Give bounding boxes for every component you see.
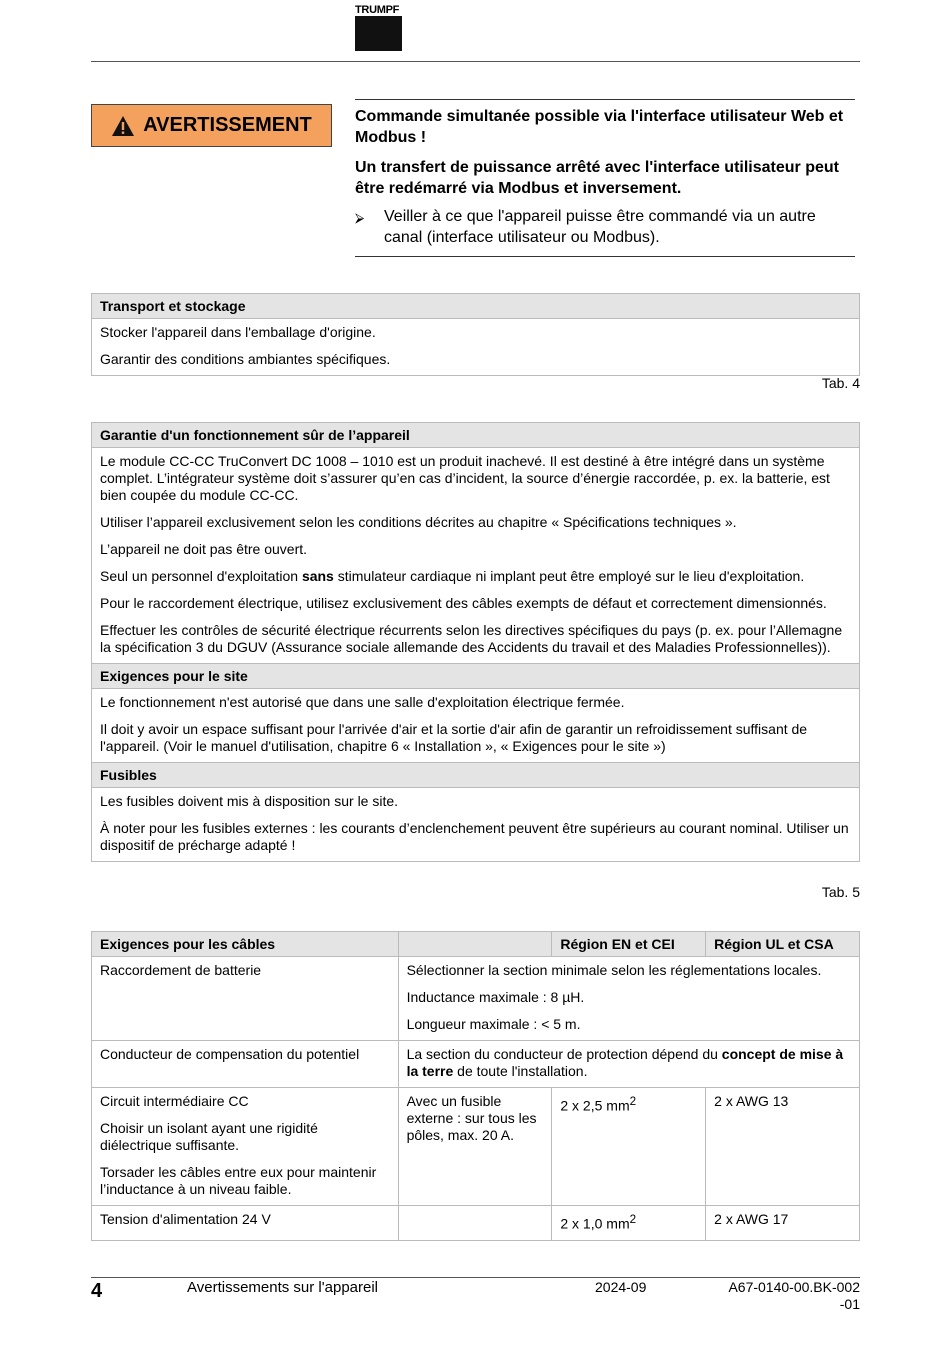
table-cell (92, 1041, 399, 1088)
warning-label (91, 104, 332, 147)
doc-id: A67-0140-00.BK-002 (728, 1279, 860, 1295)
logo-text: TRUMPF (355, 4, 400, 16)
paragraph-text: stimulateur cardiaque ni implant peut être employé sur le lieu d'exploitation. (333, 568, 805, 584)
paragraph: L’appareil ne doit pas être ouvert. (100, 541, 308, 557)
table-cables (91, 931, 860, 1241)
table-cell (706, 1088, 860, 1206)
warning-triangle-icon (111, 115, 135, 137)
table-cell (706, 1206, 860, 1241)
warning-action (355, 206, 855, 248)
table-cell (398, 1206, 552, 1241)
page-number: 4 (91, 1280, 103, 1302)
paragraph: À noter pour les fusibles externes : les courants d’enclenchement peuvent être supérieurs au courant nominal. Utiliser un dispositif de précharge adapté ! (100, 820, 849, 853)
table-row: Garantir des conditions ambiantes spécifiques. (100, 351, 391, 367)
cable-size-ul: 2 x AWG 13 (714, 1093, 789, 1109)
logo-block (355, 16, 402, 51)
paragraph: Sélectionner la section minimale selon les réglementations locales. (406, 962, 822, 978)
arrow-bullet-icon: ⮚ (355, 210, 365, 225)
warning-body (355, 99, 855, 257)
table-row: Stocker l'appareil dans l'emballage d'origine. (100, 324, 376, 340)
footer-title: Avertissements sur l'appareil (187, 1279, 379, 1296)
warning-rule-bottom (355, 256, 855, 257)
table-cell (398, 1041, 859, 1088)
table-safety (91, 422, 860, 862)
warning-label-text: AVERTISSEMENT (143, 114, 312, 136)
paragraph: Inductance maximale : 8 µH. (406, 989, 585, 1005)
paragraph-bold: sans (301, 568, 334, 584)
cable-size-ul: 2 x AWG 17 (714, 1211, 789, 1227)
cable-size-en (560, 1208, 697, 1238)
table-cell (398, 1088, 552, 1206)
paragraph: Choisir un isolant ayant une rigidité diélectrique suffisante. (100, 1120, 318, 1153)
cable-size-exponent: 2 (629, 1213, 637, 1226)
table-cell (92, 319, 860, 376)
table-row (92, 1088, 860, 1206)
section-header: Exigences pour le site (92, 664, 860, 689)
column-header: Exigences pour les câbles (92, 932, 399, 957)
paragraph: Effectuer les contrôles de sécurité électrique récurrents selon les directives spécifiques du pays (p. ex. pour l’Allemagne la spécification 3 du DGUV (Assurance sociale allemande des Accidents du travail et des Maladies Professionnelles)). (100, 622, 843, 655)
row-label: Raccordement de batterie (100, 962, 262, 978)
row-label: Circuit intermédiaire CC (100, 1093, 249, 1109)
row-label: Conducteur de compensation du potentiel (100, 1046, 360, 1062)
warning-paragraph-1: Commande simultanée possible via l'interface utilisateur Web et Modbus ! (355, 108, 844, 146)
table-cell (92, 957, 399, 1041)
column-header: Région UL et CSA (706, 932, 860, 957)
table-cell (92, 1206, 399, 1241)
section-header: Garantie d'un fonctionnement sûr de l’appareil (92, 423, 860, 448)
section-header: Fusibles (92, 763, 860, 788)
paragraph: Le fonctionnement n'est autorisé que dans une salle d'exploitation électrique fermée. (100, 694, 625, 710)
cable-size-exponent: 2 (629, 1095, 637, 1108)
footer-date: 2024-09 (595, 1279, 647, 1295)
table-row (92, 957, 860, 1041)
paragraph: Les fusibles doivent mis à disposition sur le site. (100, 793, 399, 809)
table-row (92, 1041, 860, 1088)
warning-action-text: Veiller à ce que l'appareil puisse être commandé via un autre canal (interface utilisateur ou Modbus). (384, 208, 816, 246)
paragraph: Longueur maximale : < 5 m. (406, 1016, 581, 1032)
footer-doc-id (728, 1279, 860, 1313)
table-cell (92, 788, 860, 862)
table-cell (92, 689, 860, 763)
footer-rule (91, 1277, 860, 1278)
paragraph-bold: concept de mise à la terre (406, 1046, 844, 1079)
column-header: Région EN et CEI (552, 932, 706, 957)
cable-size-text: 2 x 2,5 mm (560, 1097, 630, 1114)
warning-rule-top (355, 99, 855, 100)
warning-paragraph-2: Un transfert de puissance arrêté avec l'interface utilisateur peut être redémarré via Modbus et inversement. (355, 159, 839, 197)
table-caption: Tab. 5 (821, 884, 860, 900)
table-cell (552, 1206, 706, 1241)
table-transport (91, 293, 860, 376)
paragraph-text: de toute l'installation. (453, 1063, 588, 1079)
paragraph: Utiliser l’appareil exclusivement selon les conditions décrites au chapitre « Spécifications techniques ». (100, 514, 737, 530)
cable-size-text: 2 x 1,0 mm (560, 1215, 630, 1232)
table-cell (92, 1088, 399, 1206)
header-rule (91, 61, 860, 62)
table-cell (398, 957, 859, 1041)
paragraph: Le module CC-CC TruConvert DC 1008 – 1010 est un produit inachevé. Il est destiné à être intégré dans un système complet. L’intégrateur système doit s’assurer qu’en cas d’incident, la source d’énergie raccordée, p. ex. la batterie, est bien coupée du module CC-CC. (100, 453, 830, 503)
row-label: Tension d'alimentation 24 V (100, 1211, 271, 1227)
paragraph (407, 1043, 851, 1085)
table-cell (552, 1088, 706, 1206)
paragraph: Torsader les câbles entre eux pour maintenir l’inductance à un niveau faible. (100, 1164, 377, 1197)
doc-id-suffix: -01 (839, 1296, 860, 1312)
fuse-note: Avec un fusible externe : sur tous les pôles, max. 20 A. (406, 1093, 537, 1143)
trumpf-logo (355, 4, 402, 51)
table-cell (92, 448, 860, 664)
table-caption: Tab. 4 (821, 375, 860, 391)
table-row (92, 1206, 860, 1241)
column-header (398, 932, 552, 957)
paragraph: Pour le raccordement électrique, utilisez exclusivement des câbles exempts de défaut et correctement dimensionnés. (100, 595, 827, 611)
paragraph (100, 563, 851, 590)
paragraph-text: La section du conducteur de protection dépend du (406, 1046, 722, 1062)
table-header: Transport et stockage (92, 294, 860, 319)
paragraph: Il doit y avoir un espace suffisant pour l'arrivée d'air et la sortie d'air afin de garantir un refroidissement suffisant de l'appareil. (Voir le manuel d'utilisation, chapitre 6 « Installation », « Exigences pour le site ») (100, 721, 808, 754)
cable-size-en (560, 1090, 697, 1120)
paragraph-text: Seul un personnel d'exploitation (100, 568, 302, 584)
